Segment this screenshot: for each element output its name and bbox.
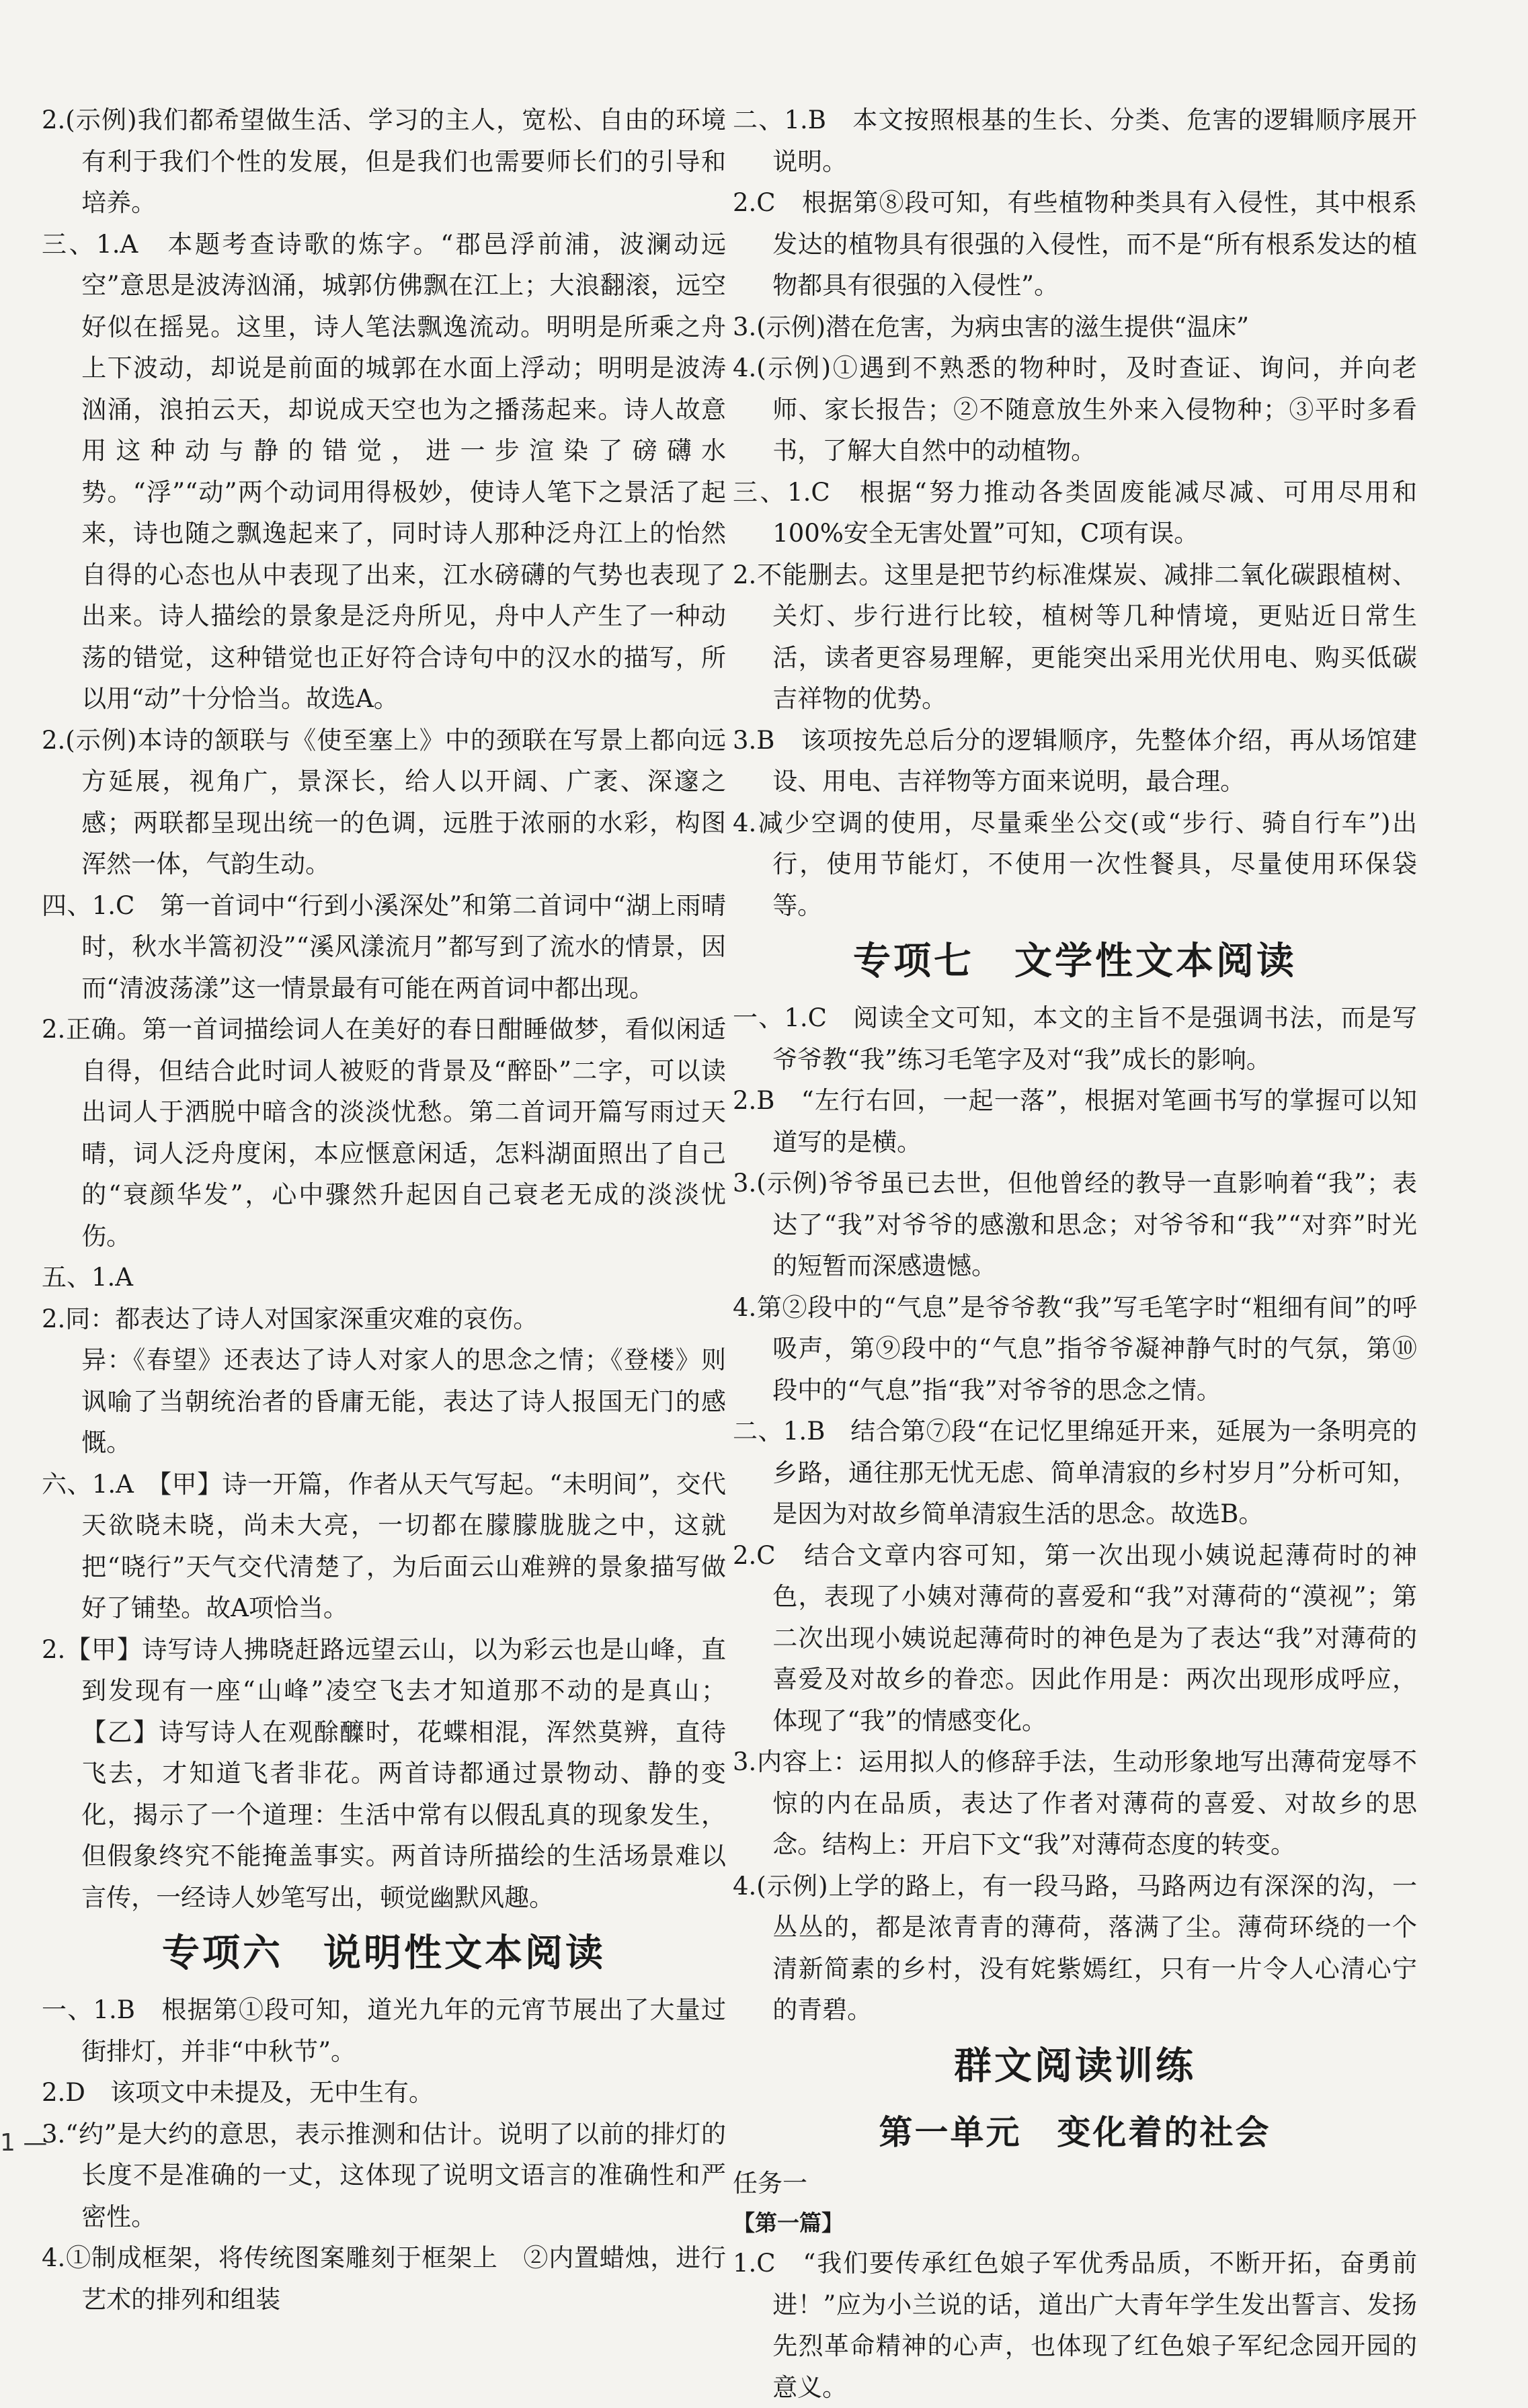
passage-tag: 【第一篇】 — [733, 2210, 844, 2236]
answer-paragraph: 四、1.C 第一首词中“行到小溪深处”和第二首词中“湖上雨晴时，秋水半篙初没”“溪风漾流月”都写到了流水的情景，因而“清波荡漾”这一情景最有可能在两首词中都出现。 — [42, 890, 726, 1003]
answer-paragraph: 三、1.A 本题考查诗歌的炼字。“郡邑浮前浦，波澜动远空”意思是波涛汹涌，城郭仿佛飘在江上；大浪翻滚，远空好似在摇晃。这里，诗人笔法飘逸流动。明明是所乘之舟上下波动，却说是前面的城郭在水面上浮动；明明是波涛汹涌，浪拍云天，却说成天空也为之播荡起来。诗人故意用这种动与静的错觉，进一步渲染了磅礴水势。“浮”“动”两个动词用得极妙，使诗人笔下之景活了起来，诗也随之飘逸起来了，同时诗人那种泛舟江上的怡然自得的心态也从中表现了出来，江水磅礴的气势也表现了出来。诗人描绘的景象是泛舟所见，舟中人产生了一种动荡的错觉，这种错觉也正好符合诗句中的汉水的描写，所以用“动”十分恰当。故选A。 — [42, 229, 726, 713]
answer-paragraph: 2.B “左行右回，一起一落”，根据对笔画书写的掌握可以知道写的是横。 — [733, 1086, 1417, 1157]
answer-paragraph: 3.“约”是大约的意思，表示推测和估计。说明了以前的排灯的长度不是准确的一丈，这体现了说明文语言的准确性和严密性。 — [42, 2119, 726, 2231]
answer-paragraph: 一、1.C 阅读全文可知，本文的主旨不是强调书法，而是写爷爷教“我”练习毛笔字及对“我”成长的影响。 — [733, 1003, 1417, 1074]
answer-paragraph: 2.【甲】诗写诗人拂晓赶路远望云山，以为彩云也是山峰，直到发现有一座“山峰”凌空飞去才知道那不动的是真山；【乙】诗写诗人在观酴醾时，花蝶相混，浑然莫辨，直待飞去，才知道飞者非花。两首诗都通过景物动、静的变化，揭示了一个道理：生活中常有以假乱真的现象发生，但假象终究不能掩盖事实。两首诗所描绘的生活场景难以言传，一经诗人妙笔写出，顿觉幽默风趣。 — [42, 1634, 726, 1912]
answer-paragraph: 4.第②段中的“气息”是爷爷教“我”写毛笔字时“粗细有间”的呼吸声，第⑨段中的“气息”指爷爷凝神静气时的气氛，第⑩段中的“气息”指“我”对爷爷的思念之情。 — [733, 1292, 1417, 1405]
answer-paragraph: 4.减少空调的使用，尽量乘坐公交(或“步行、骑自行车”)出行，使用节能灯，不使用一次性餐具，尽量使用环保袋等。 — [733, 808, 1417, 920]
answer-paragraph: 六、1.A 【甲】诗一开篇，作者从天气写起。“未明间”，交代天欲晓未晓，尚未大亮，一切都在朦朦胧胧之中，这就把“晓行”天气交代清楚了，为后面云山难辨的景象描写做好了铺垫。故A项恰当。 — [42, 1469, 726, 1622]
answer-paragraph: 2.正确。第一首词描绘词人在美好的春日酣睡做梦，看似闲适自得，但结合此时词人被贬的背景及“醉卧”二字，可以读出词人于洒脱中暗含的淡淡忧愁。第二首词开篇写雨过天晴，词人泛舟度闲，本应惬意闲适，怎料湖面照出了自己的“衰颜华发”，心中骤然升起因自己衰老无成的淡淡忧伤。 — [42, 1015, 726, 1251]
answer-paragraph: 五、1.A — [42, 1263, 134, 1292]
answer-paragraph: 2.D 该项文中未提及，无中生有。 — [42, 2078, 434, 2107]
answer-paragraph: 3.(示例)潜在危害，为病虫害的滋生提供“温床” — [733, 312, 1250, 341]
answer-paragraph: 2.C 根据第⑧段可知，有些植物种类具有入侵性，其中根系发达的植物具有很强的入侵性，而不是“所有根系发达的植物都具有很强的入侵性”。 — [733, 188, 1417, 300]
section-heading: 专项七 文学性文本阅读 — [853, 940, 1297, 983]
answer-paragraph: 二、1.B 结合第⑦段“在记忆里绵延开来，延展为一条明亮的乡路，通往那无忧无虑、简单清寂的乡村岁月”分析可知，是因为对故乡简单清寂生活的思念。故选B。 — [733, 1417, 1417, 1528]
answer-paragraph: 1.C “我们要传承红色娘子军优秀品质，不断开拓，奋勇前进！”应为小兰说的话，道出广大青年学生发出誓言、发扬先烈革命精神的心声，也体现了红色娘子军纪念园开园的意义。 — [733, 2249, 1417, 2402]
answer-paragraph: 2.(示例)本诗的颔联与《使至塞上》中的颈联在写景上都向远方延展，视角广，景深长，给人以开阔、广袤、深邃之感；两联都呈现出统一的色调，远胜于浓丽的水彩，构图浑然一体，气韵生动。 — [42, 725, 726, 878]
left-column — [42, 99, 726, 2320]
right-column — [733, 99, 1417, 2408]
answer-paragraph: 4.(示例)①遇到不熟悉的物种时，及时查证、询问，并向老师、家长报告；②不随意放生外来入侵物种；③平时多看书，了解大自然中的动植物。 — [733, 354, 1417, 465]
task-label: 任务一 — [733, 2168, 807, 2198]
answer-paragraph: 3.B 该项按先总后分的逻辑顺序，先整体介绍，再从场馆建设、用电、吉祥物等方面来说明，最合理。 — [733, 725, 1417, 796]
answer-paragraph: 3.内容上：运用拟人的修辞手法，生动形象地写出薄荷宠辱不惊的内在品质，表达了作者对薄荷的喜爱、对故乡的思念。结构上：开启下文“我”对薄荷态度的转变。 — [733, 1747, 1417, 1859]
answer-paragraph: 二、1.B 本文按照根基的生长、分类、危害的逻辑顺序展开说明。 — [733, 106, 1417, 176]
answer-paragraph: 2.(示例)我们都希望做生活、学习的主人，宽松、自由的环境有利于我们个性的发展，但是我们也需要师长们的引导和培养。 — [42, 106, 726, 217]
answer-paragraph: 4.①制成框架，将传统图案雕刻于框架上 ②内置蜡烛，进行艺术的排列和组装 — [42, 2243, 726, 2314]
unit-heading: 第一单元 变化着的社会 — [879, 2112, 1271, 2152]
answer-paragraph: 3.(示例)爷爷虽已去世，但他曾经的教导一直影响着“我”；表达了“我”对爷爷的感激和思念；对爷爷和“我”“对弈”时光的短暂而深感遗憾。 — [733, 1169, 1417, 1280]
answer-paragraph: 4.(示例)上学的路上，有一段马路，马路两边有深深的沟，一丛丛的，都是浓青青的薄荷，落满了尘。薄荷环绕的一个清新简素的乡村，没有姹紫嫣红，只有一片令人心清心宁的青碧。 — [733, 1871, 1417, 2024]
page-number: 1 — — [0, 2129, 48, 2157]
answer-paragraph: 2.C 结合文章内容可知，第一次出现小姨说起薄荷时的神色，表现了小姨对薄荷的喜爱和“我”对薄荷的“漠视”；第二次出现小姨说起薄荷时的神色是为了表达“我”对薄荷的喜爱及对故乡的眷恋。因此作用是：两次出现形成呼应，体现了“我”的情感变化。 — [733, 1540, 1417, 1735]
answer-paragraph: 2.同：都表达了诗人对国家深重灾难的哀伤。 — [42, 1304, 538, 1333]
section-heading: 专项六 说明性文本阅读 — [162, 1932, 606, 1975]
answer-paragraph: 三、1.C 根据“努力推动各类固废能减尽减、可用尽用和100%安全无害处置”可知，C项有误。 — [733, 477, 1417, 548]
answer-paragraph: 异：《春望》还表达了诗人对家人的思念之情；《登楼》则讽喻了当朝统治者的昏庸无能，表达了诗人报国无门的感慨。 — [81, 1345, 726, 1457]
answer-paragraph: 2.不能删去。这里是把节约标准煤炭、减排二氧化碳跟植树、关灯、步行进行比较，植树等几种情境，更贴近日常生活，读者更容易理解，更能突出采用光伏用电、购买低碳吉祥物的优势。 — [733, 560, 1417, 713]
answer-paragraph: 一、1.B 根据第①段可知，道光九年的元宵节展出了大量过街排灯，并非“中秋节”。 — [42, 1995, 726, 2066]
section-heading: 群文阅读训练 — [954, 2044, 1196, 2088]
